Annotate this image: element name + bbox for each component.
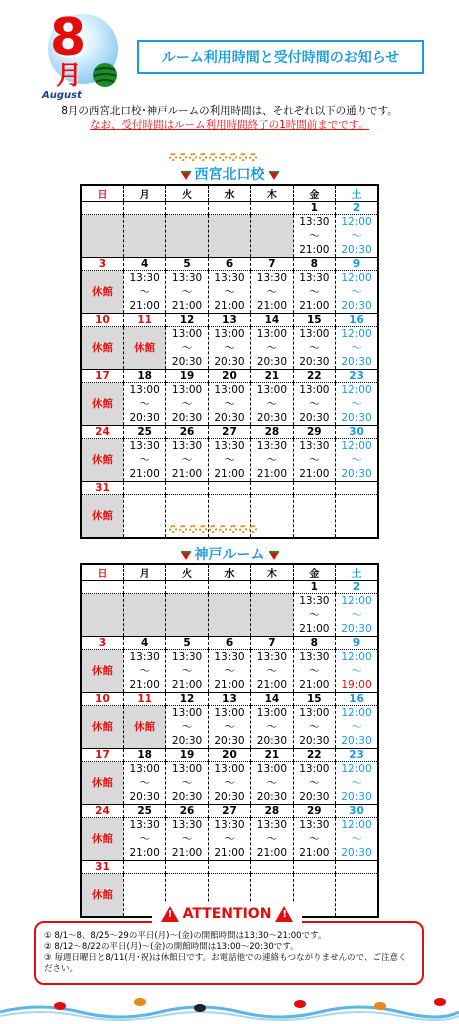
hours-cell	[166, 594, 208, 637]
date-cell	[336, 861, 378, 874]
hours-cell	[336, 874, 378, 918]
date-cell: 31	[81, 482, 123, 495]
date-cell: 13	[208, 314, 250, 327]
hours-cell: 休館	[81, 874, 123, 918]
hours-row	[81, 215, 378, 258]
warning-icon: !	[275, 906, 293, 922]
date-cell: 24	[81, 805, 123, 818]
weekday-label: 月	[123, 564, 165, 581]
hours-cell: 13:00 ～ 20:30	[123, 762, 165, 805]
attention-line-1: ① 8/1～8、8/25～29の平日(月)～(金)の開館時間は13:30～21:00です。	[44, 931, 327, 941]
weekday-label: 木	[251, 564, 293, 581]
date-cell: 18	[123, 749, 165, 762]
hours-cell	[336, 495, 378, 539]
hours-cell: 休館	[81, 762, 123, 805]
hours-cell: 休館	[123, 706, 165, 749]
date-cell: 4	[123, 637, 165, 650]
date-cell: 29	[293, 426, 335, 439]
date-cell: 11	[123, 693, 165, 706]
hours-cell: 休館	[123, 327, 165, 370]
date-cell: 25	[123, 426, 165, 439]
hours-cell: 12:00 ～ 20:30	[336, 594, 378, 637]
date-cell	[293, 482, 335, 495]
hours-row	[81, 271, 378, 314]
date-cell: 20	[208, 370, 250, 383]
firework-decoration	[168, 146, 292, 162]
hours-cell: 12:00 ～ 20:30	[336, 818, 378, 861]
date-cell	[123, 861, 165, 874]
weekday-header	[81, 564, 378, 581]
hours-cell	[166, 215, 208, 258]
hours-cell: 13:00 ～ 20:30	[293, 762, 335, 805]
hours-cell: 13:30 ～ 21:00	[166, 271, 208, 314]
weekday-label: 金	[293, 564, 335, 581]
section-title-kobe: 神戸ルーム	[0, 544, 459, 564]
date-cell: 4	[123, 258, 165, 271]
hours-cell: 13:30 ～ 21:00	[293, 650, 335, 693]
attention-line-3: ③ 毎週日曜日と8/11(月･祝)は休館日です。お電話他での連絡もつながりませんので、ご注意ください。	[44, 953, 407, 974]
weekday-label: 土	[336, 564, 378, 581]
hours-cell: 休館	[81, 706, 123, 749]
date-cell: 3	[81, 637, 123, 650]
date-cell	[166, 581, 208, 594]
date-cell	[251, 202, 293, 215]
hours-cell: 休館	[81, 495, 123, 539]
weekday-header	[81, 185, 378, 202]
hours-row	[81, 383, 378, 426]
hours-row	[81, 594, 378, 637]
hours-cell: 13:00 ～ 20:30	[166, 383, 208, 426]
date-row	[81, 861, 378, 874]
calendar-kobe	[80, 563, 379, 918]
weekday-label: 日	[81, 564, 123, 581]
date-row	[81, 693, 378, 706]
date-cell: 10	[81, 693, 123, 706]
watermelon-slice-icon	[181, 170, 191, 180]
date-cell: 26	[166, 805, 208, 818]
date-cell: 17	[81, 749, 123, 762]
date-row	[81, 426, 378, 439]
august-badge	[38, 8, 128, 101]
hours-row	[81, 650, 378, 693]
date-cell: 18	[123, 370, 165, 383]
section-title-nishinomiya: 西宮北口校	[0, 164, 459, 184]
date-cell: 21	[251, 370, 293, 383]
hours-cell: 13:00 ～ 20:30	[208, 762, 250, 805]
date-cell: 31	[81, 861, 123, 874]
attention-line-2: ② 8/12～8/22の平日(月)～(金)の開館時間は13:00～20:30です。	[44, 942, 299, 952]
date-cell	[166, 482, 208, 495]
date-cell	[293, 861, 335, 874]
date-cell: 23	[336, 749, 378, 762]
date-cell: 10	[81, 314, 123, 327]
hours-row	[81, 818, 378, 861]
hours-cell: 休館	[81, 383, 123, 426]
date-cell: 7	[251, 258, 293, 271]
month-number: 8	[50, 8, 87, 68]
hours-cell: 13:00 ～ 20:30	[166, 762, 208, 805]
hours-cell: 13:00 ～ 20:30	[293, 706, 335, 749]
hours-cell: 13:00 ～ 20:30	[208, 327, 250, 370]
calendar-nishinomiya	[80, 184, 379, 539]
warning-icon: !	[161, 906, 179, 922]
watermelon-icon	[90, 60, 120, 88]
hours-cell: 休館	[81, 327, 123, 370]
date-cell	[208, 861, 250, 874]
hours-cell: 休館	[81, 650, 123, 693]
date-cell	[251, 482, 293, 495]
date-cell: 2	[336, 581, 378, 594]
date-cell: 12	[166, 693, 208, 706]
hours-cell: 13:30 ～ 21:00	[166, 818, 208, 861]
date-cell: 14	[251, 314, 293, 327]
hours-cell: 13:00 ～ 20:30	[293, 383, 335, 426]
hours-cell: 12:00 ～ 20:30	[336, 383, 378, 426]
date-cell: 28	[251, 805, 293, 818]
date-cell: 16	[336, 693, 378, 706]
hours-cell: 13:30 ～ 21:00	[293, 271, 335, 314]
hours-cell: 13:30 ～ 21:00	[208, 650, 250, 693]
hours-cell	[81, 594, 123, 637]
date-cell	[208, 581, 250, 594]
weekday-label: 金	[293, 185, 335, 202]
weekday-label: 日	[81, 185, 123, 202]
hours-cell: 12:00 ～ 20:30	[336, 439, 378, 482]
date-cell: 16	[336, 314, 378, 327]
hours-cell: 12:00 ～ 20:30	[336, 706, 378, 749]
hours-cell: 13:00 ～ 20:30	[208, 706, 250, 749]
date-row	[81, 805, 378, 818]
date-cell	[123, 202, 165, 215]
hours-row	[81, 439, 378, 482]
weekday-label: 水	[208, 185, 250, 202]
hours-cell: 13:30 ～ 21:00	[208, 271, 250, 314]
hours-cell: 13:30 ～ 21:00	[123, 439, 165, 482]
hours-cell: 13:00 ～ 20:30	[251, 706, 293, 749]
weekday-label: 土	[336, 185, 378, 202]
hours-cell: 13:00 ～ 20:30	[208, 383, 250, 426]
page-title: ルーム利用時間と受付時間のお知らせ	[137, 40, 424, 74]
firework-decoration	[168, 518, 292, 534]
header	[0, 0, 459, 100]
hours-cell: 13:30 ～ 21:00	[208, 439, 250, 482]
date-cell: 30	[336, 426, 378, 439]
hours-cell: 13:30 ～ 21:00	[166, 439, 208, 482]
date-cell: 3	[81, 258, 123, 271]
date-row	[81, 370, 378, 383]
hours-cell: 13:30 ～ 21:00	[166, 650, 208, 693]
date-row	[81, 258, 378, 271]
date-cell: 22	[293, 749, 335, 762]
date-cell: 25	[123, 805, 165, 818]
weekday-label: 火	[166, 185, 208, 202]
hours-cell	[81, 215, 123, 258]
date-row	[81, 637, 378, 650]
date-cell: 19	[166, 370, 208, 383]
attention-box	[34, 921, 424, 985]
date-cell: 23	[336, 370, 378, 383]
date-cell	[336, 482, 378, 495]
hours-cell: 13:30 ～ 21:00	[251, 818, 293, 861]
date-cell: 28	[251, 426, 293, 439]
date-cell: 5	[166, 258, 208, 271]
date-cell: 5	[166, 637, 208, 650]
goldfish-decoration	[0, 990, 459, 1024]
month-kanji: 月	[56, 61, 83, 91]
date-cell: 19	[166, 749, 208, 762]
date-cell: 6	[208, 637, 250, 650]
hours-cell: 13:00 ～ 20:30	[293, 327, 335, 370]
hours-cell: 13:30 ～ 21:00	[123, 271, 165, 314]
date-cell: 30	[336, 805, 378, 818]
date-cell: 27	[208, 805, 250, 818]
date-cell: 1	[293, 581, 335, 594]
date-cell: 27	[208, 426, 250, 439]
intro-line-1: 8月の西宮北口校･神戸ルームの利用時間は、それぞれ以下の通りです。	[61, 105, 398, 117]
hours-cell: 休館	[81, 818, 123, 861]
weekday-label: 月	[123, 185, 165, 202]
date-row	[81, 314, 378, 327]
date-cell: 15	[293, 314, 335, 327]
date-row	[81, 202, 378, 215]
hours-row	[81, 706, 378, 749]
hours-cell	[123, 495, 165, 539]
date-cell	[251, 861, 293, 874]
date-cell: 20	[208, 749, 250, 762]
watermelon-slice-icon	[269, 550, 279, 560]
hours-cell: 13:30 ～ 21:00	[123, 818, 165, 861]
hours-cell: 12:00 ～ 20:30	[336, 327, 378, 370]
attention-heading: ! ATTENTION !	[152, 903, 302, 925]
date-cell: 13	[208, 693, 250, 706]
hours-cell: 13:30 ～ 21:00	[293, 818, 335, 861]
hours-cell: 13:00 ～ 20:30	[166, 706, 208, 749]
date-cell	[81, 202, 123, 215]
date-cell: 12	[166, 314, 208, 327]
hours-cell: 13:30 ～ 21:00	[251, 439, 293, 482]
intro-text	[0, 104, 459, 132]
weekday-label: 水	[208, 564, 250, 581]
intro-line-2: なお、受付時間はルーム利用時間終了の1時間前までです。	[90, 119, 369, 131]
date-row	[81, 581, 378, 594]
date-cell: 14	[251, 693, 293, 706]
date-cell	[123, 482, 165, 495]
hours-cell: 13:30 ～ 21:00	[208, 818, 250, 861]
hours-cell: 13:30 ～ 21:00	[293, 215, 335, 258]
hours-cell	[208, 215, 250, 258]
date-cell: 24	[81, 426, 123, 439]
date-cell: 15	[293, 693, 335, 706]
hours-cell: 休館	[81, 271, 123, 314]
date-cell: 26	[166, 426, 208, 439]
hours-cell: 13:00 ～ 20:30	[123, 383, 165, 426]
date-cell	[166, 202, 208, 215]
date-cell	[208, 482, 250, 495]
date-cell: 29	[293, 805, 335, 818]
hours-row	[81, 762, 378, 805]
watermelon-slice-icon	[181, 550, 191, 560]
hours-cell: 12:00 ～ 20:30	[336, 271, 378, 314]
hours-cell: 12:00 ～ 20:30	[336, 215, 378, 258]
date-cell: 8	[293, 637, 335, 650]
date-row	[81, 749, 378, 762]
date-cell: 7	[251, 637, 293, 650]
hours-cell: 12:00 ～ 19:00	[336, 650, 378, 693]
hours-cell: 13:30 ～ 21:00	[251, 650, 293, 693]
date-cell	[251, 581, 293, 594]
weekday-label: 木	[251, 185, 293, 202]
date-cell: 17	[81, 370, 123, 383]
watermelon-slice-icon	[269, 170, 279, 180]
hours-cell	[293, 495, 335, 539]
date-cell: 22	[293, 370, 335, 383]
date-cell: 2	[336, 202, 378, 215]
hours-cell	[251, 215, 293, 258]
hours-cell: 13:30 ～ 21:00	[123, 650, 165, 693]
hours-row	[81, 327, 378, 370]
hours-cell: 12:00 ～ 20:30	[336, 762, 378, 805]
date-cell	[123, 581, 165, 594]
hours-cell: 13:00 ～ 20:30	[166, 327, 208, 370]
date-cell	[81, 581, 123, 594]
date-cell: 8	[293, 258, 335, 271]
hours-cell	[123, 594, 165, 637]
date-cell: 6	[208, 258, 250, 271]
date-cell	[208, 202, 250, 215]
hours-cell: 13:30 ～ 21:00	[251, 271, 293, 314]
hours-cell: 13:00 ～ 20:30	[251, 327, 293, 370]
hours-cell: 13:30 ～ 21:00	[293, 594, 335, 637]
date-cell: 1	[293, 202, 335, 215]
date-cell	[166, 861, 208, 874]
date-cell: 21	[251, 749, 293, 762]
date-cell: 9	[336, 637, 378, 650]
hours-cell: 13:00 ～ 20:30	[251, 762, 293, 805]
hours-cell	[251, 594, 293, 637]
hours-cell	[123, 215, 165, 258]
date-cell: 11	[123, 314, 165, 327]
weekday-label: 火	[166, 564, 208, 581]
date-row	[81, 482, 378, 495]
month-english: August	[42, 90, 82, 101]
hours-cell: 13:00 ～ 20:30	[251, 383, 293, 426]
hours-cell: 休館	[81, 439, 123, 482]
hours-cell: 13:30 ～ 21:00	[293, 439, 335, 482]
hours-cell	[208, 594, 250, 637]
date-cell: 9	[336, 258, 378, 271]
